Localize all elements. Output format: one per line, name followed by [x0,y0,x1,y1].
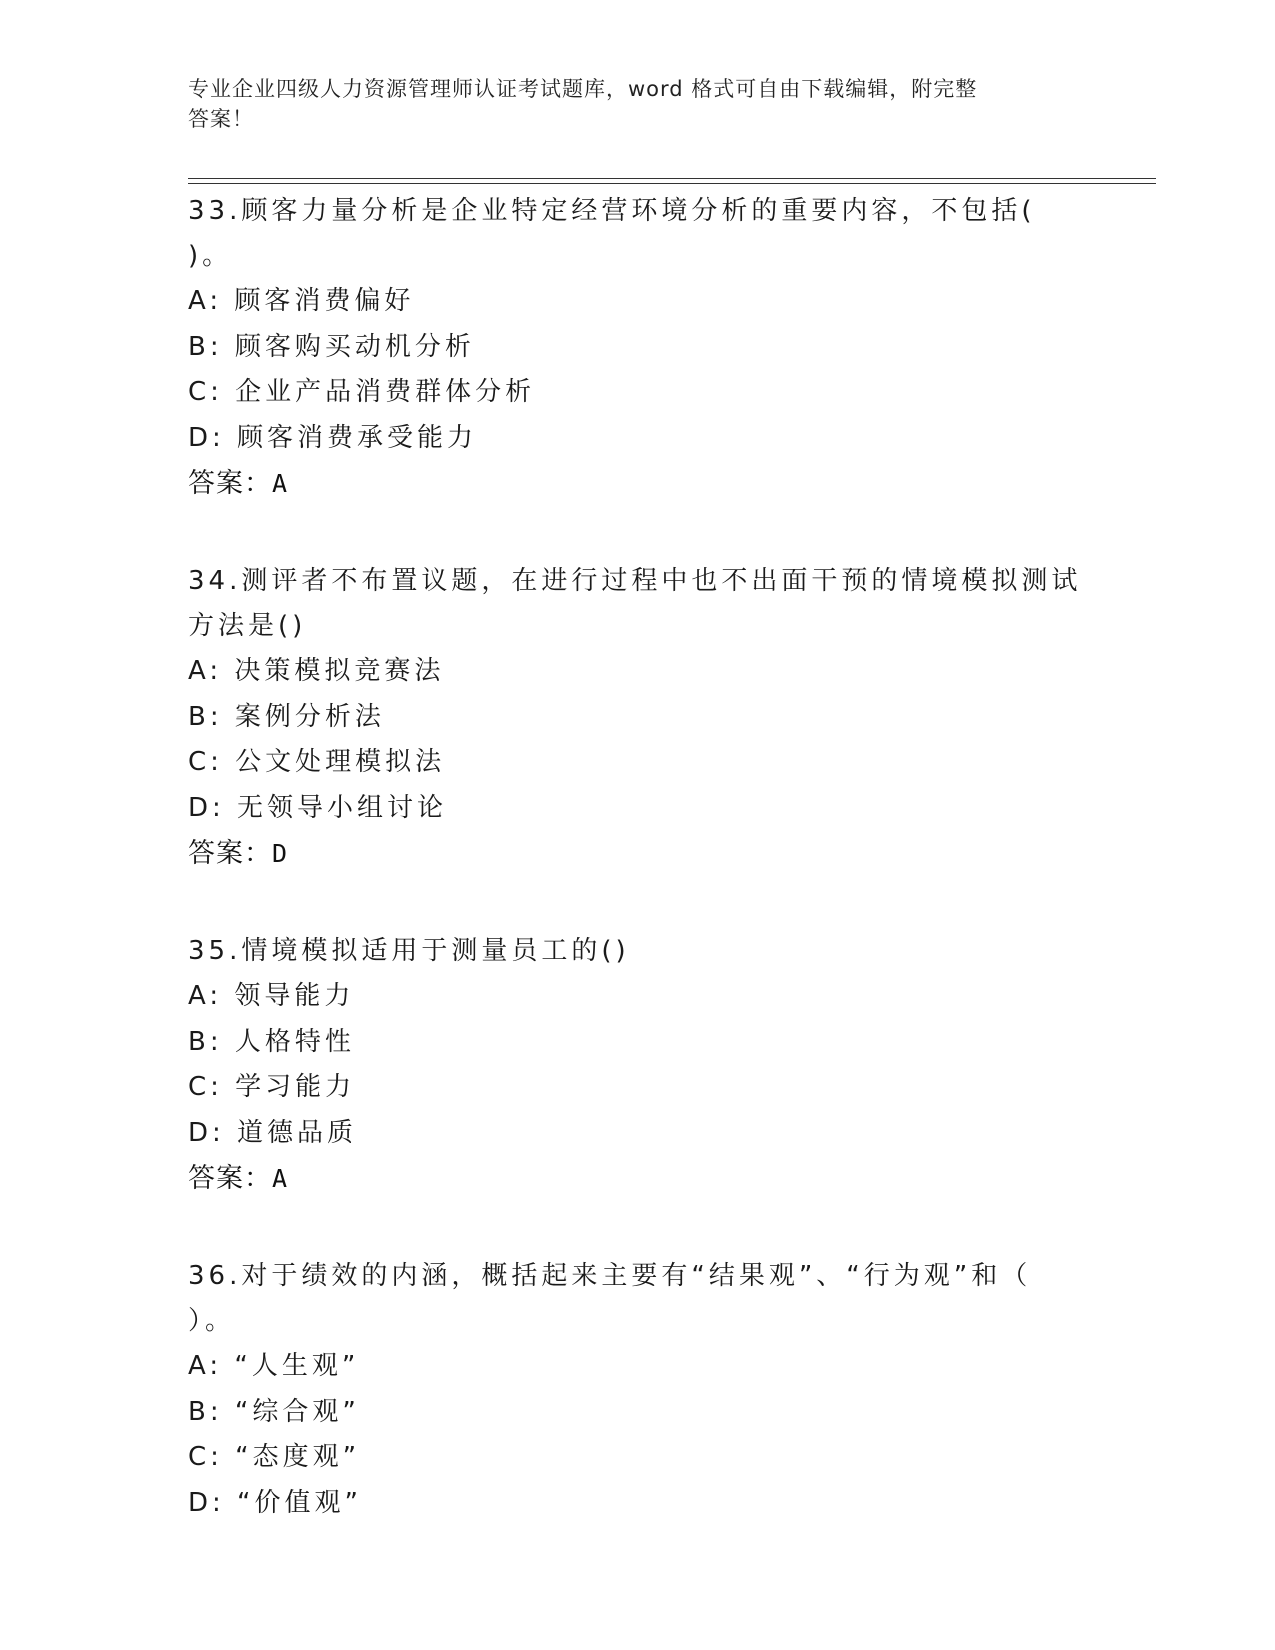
option-d: D: “价值观” [188,1487,362,1518]
option-d: D: 无领导小组讨论 [188,792,448,823]
option-c: C: 学习能力 [188,1072,356,1102]
option-d: D: 顾客消费承受能力 [188,422,478,453]
answer-label: 答案： [188,468,272,499]
question-list [188,189,1088,1578]
option-a: A: “人生观” [188,1351,360,1381]
answer-line [188,461,1088,507]
header-intro-line-1: 专业企业四级人力资源管理师认证考试题库，word 格式可自由下载编辑，附完整 [188,77,978,101]
answer-line [188,1156,1088,1202]
option-a: A: 领导能力 [188,981,355,1011]
question-33 [188,189,1088,507]
header-intro-line-2: 答案！ [188,107,254,131]
answer-label: 答案： [188,1163,272,1194]
answer-label: 答案： [188,838,272,869]
question-stem: 35.情境模拟适用于测量员工的() [188,936,630,966]
answer-value: A [272,1164,288,1193]
option-b: B: 顾客购买动机分析 [188,331,475,362]
option-d: D: 道德品质 [188,1117,358,1148]
question-stem: 33.顾客力量分析是企业特定经营环境分析的重要内容，不包括( )。 [188,196,1036,271]
answer-value: D [272,839,288,868]
question-stem: 34.测评者不布置议题，在进行过程中也不出面干预的情境模拟测试方法是() [188,566,1082,641]
option-c: C: 企业产品消费群体分析 [188,377,536,407]
header-divider-bottom [188,183,1156,184]
question-36 [188,1254,1088,1526]
option-b: B: 人格特性 [188,1026,355,1057]
question-34 [188,559,1088,877]
option-c: C: 公文处理模拟法 [188,747,446,777]
option-a: A: 顾客消费偏好 [188,286,415,316]
question-stem: 36.对于绩效的内涵，概括起来主要有“结果观”、“行为观”和（ ）。 [188,1261,1032,1336]
option-b: B: 案例分析法 [188,701,385,732]
option-a: A: 决策模拟竞赛法 [188,656,445,686]
option-b: B: “综合观” [188,1396,360,1427]
option-c: C: “态度观” [188,1442,361,1472]
question-35 [188,929,1088,1202]
answer-line [188,831,1088,877]
header-divider-top [188,178,1156,179]
answer-value: A [272,469,288,498]
document-header [188,74,1068,134]
